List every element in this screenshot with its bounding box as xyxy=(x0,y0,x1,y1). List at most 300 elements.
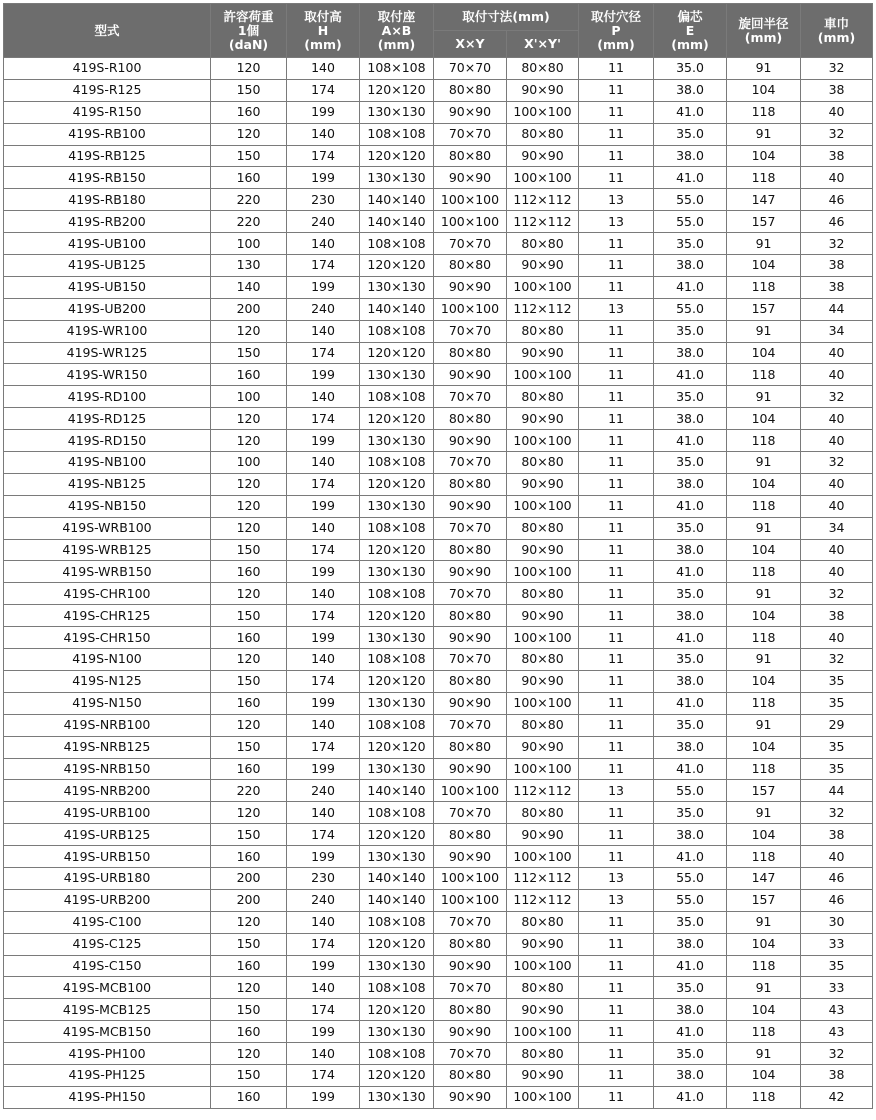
header-mount-xy: X×Y xyxy=(434,31,507,58)
cell-mount-xy2: 100×100 xyxy=(507,627,579,649)
cell-mount-xy2: 90×90 xyxy=(507,255,579,277)
cell-mount-xy2: 100×100 xyxy=(507,561,579,583)
cell-model: 419S-MCB125 xyxy=(4,999,211,1021)
table-row xyxy=(4,583,873,605)
cell-swivel: 118 xyxy=(727,430,801,452)
cell-load: 120 xyxy=(211,408,287,430)
cell-seat: 120×120 xyxy=(360,670,434,692)
table-row xyxy=(4,452,873,474)
cell-height: 240 xyxy=(287,780,360,802)
table-row xyxy=(4,824,873,846)
cell-model: 419S-CHR100 xyxy=(4,583,211,605)
cell-hole: 11 xyxy=(579,977,654,999)
cell-hole: 11 xyxy=(579,255,654,277)
cell-hole: 11 xyxy=(579,320,654,342)
cell-swivel: 104 xyxy=(727,999,801,1021)
table-row xyxy=(4,167,873,189)
cell-load: 120 xyxy=(211,583,287,605)
cell-seat: 108×108 xyxy=(360,386,434,408)
cell-model: 419S-C150 xyxy=(4,955,211,977)
cell-load: 120 xyxy=(211,977,287,999)
cell-swivel: 104 xyxy=(727,824,801,846)
cell-offset: 38.0 xyxy=(654,145,727,167)
cell-wheel-width: 29 xyxy=(801,714,873,736)
cell-wheel-width: 42 xyxy=(801,1086,873,1108)
cell-mount-xy2: 100×100 xyxy=(507,692,579,714)
cell-height: 140 xyxy=(287,649,360,671)
cell-load: 150 xyxy=(211,79,287,101)
cell-seat: 120×120 xyxy=(360,999,434,1021)
cell-wheel-width: 33 xyxy=(801,933,873,955)
cell-hole: 11 xyxy=(579,276,654,298)
cell-swivel: 118 xyxy=(727,692,801,714)
cell-mount-xy2: 90×90 xyxy=(507,1064,579,1086)
cell-swivel: 104 xyxy=(727,933,801,955)
table-row xyxy=(4,780,873,802)
cell-hole: 11 xyxy=(579,1086,654,1108)
cell-seat: 130×130 xyxy=(360,1021,434,1043)
cell-wheel-width: 43 xyxy=(801,1021,873,1043)
cell-mount-xy2: 100×100 xyxy=(507,846,579,868)
cell-seat: 120×120 xyxy=(360,824,434,846)
cell-hole: 11 xyxy=(579,1064,654,1086)
table-row xyxy=(4,517,873,539)
cell-hole: 11 xyxy=(579,167,654,189)
cell-mount-xy2: 80×80 xyxy=(507,1043,579,1065)
cell-height: 199 xyxy=(287,101,360,123)
cell-wheel-width: 32 xyxy=(801,802,873,824)
cell-offset: 41.0 xyxy=(654,692,727,714)
cell-model: 419S-WR100 xyxy=(4,320,211,342)
cell-mount-xy: 80×80 xyxy=(434,670,507,692)
cell-height: 174 xyxy=(287,736,360,758)
cell-swivel: 104 xyxy=(727,342,801,364)
cell-wheel-width: 46 xyxy=(801,867,873,889)
cell-mount-xy: 100×100 xyxy=(434,867,507,889)
cell-mount-xy2: 100×100 xyxy=(507,758,579,780)
cell-load: 100 xyxy=(211,386,287,408)
cell-model: 419S-NRB100 xyxy=(4,714,211,736)
cell-mount-xy: 70×70 xyxy=(434,649,507,671)
cell-load: 220 xyxy=(211,189,287,211)
cell-swivel: 147 xyxy=(727,189,801,211)
cell-hole: 11 xyxy=(579,539,654,561)
cell-offset: 35.0 xyxy=(654,233,727,255)
cell-swivel: 118 xyxy=(727,101,801,123)
cell-seat: 130×130 xyxy=(360,101,434,123)
cell-height: 140 xyxy=(287,452,360,474)
cell-height: 199 xyxy=(287,627,360,649)
cell-seat: 108×108 xyxy=(360,58,434,80)
cell-offset: 35.0 xyxy=(654,386,727,408)
cell-hole: 11 xyxy=(579,714,654,736)
cell-height: 174 xyxy=(287,605,360,627)
cell-offset: 55.0 xyxy=(654,867,727,889)
cell-offset: 35.0 xyxy=(654,977,727,999)
cell-wheel-width: 40 xyxy=(801,342,873,364)
cell-swivel: 104 xyxy=(727,670,801,692)
table-row xyxy=(4,233,873,255)
cell-swivel: 157 xyxy=(727,889,801,911)
cell-mount-xy: 90×90 xyxy=(434,692,507,714)
cell-swivel: 91 xyxy=(727,911,801,933)
table-row xyxy=(4,1021,873,1043)
cell-wheel-width: 40 xyxy=(801,627,873,649)
cell-wheel-width: 34 xyxy=(801,517,873,539)
cell-height: 174 xyxy=(287,824,360,846)
cell-model: 419S-NRB125 xyxy=(4,736,211,758)
cell-offset: 41.0 xyxy=(654,846,727,868)
cell-load: 100 xyxy=(211,452,287,474)
cell-height: 140 xyxy=(287,1043,360,1065)
cell-mount-xy2: 90×90 xyxy=(507,408,579,430)
table-row xyxy=(4,189,873,211)
cell-hole: 11 xyxy=(579,145,654,167)
cell-mount-xy: 90×90 xyxy=(434,955,507,977)
cell-offset: 38.0 xyxy=(654,824,727,846)
cell-model: 419S-RD150 xyxy=(4,430,211,452)
cell-wheel-width: 32 xyxy=(801,233,873,255)
cell-model: 419S-URB100 xyxy=(4,802,211,824)
cell-seat: 140×140 xyxy=(360,780,434,802)
table-row xyxy=(4,977,873,999)
cell-seat: 120×120 xyxy=(360,605,434,627)
cell-hole: 11 xyxy=(579,342,654,364)
cell-height: 240 xyxy=(287,211,360,233)
cell-load: 160 xyxy=(211,1086,287,1108)
table-row xyxy=(4,627,873,649)
cell-model: 419S-MCB150 xyxy=(4,1021,211,1043)
cell-swivel: 118 xyxy=(727,495,801,517)
cell-wheel-width: 38 xyxy=(801,255,873,277)
cell-swivel: 91 xyxy=(727,977,801,999)
cell-mount-xy: 70×70 xyxy=(434,320,507,342)
cell-model: 419S-CHR150 xyxy=(4,627,211,649)
cell-mount-xy: 70×70 xyxy=(434,452,507,474)
cell-seat: 130×130 xyxy=(360,430,434,452)
cell-load: 200 xyxy=(211,867,287,889)
cell-load: 120 xyxy=(211,320,287,342)
table-row xyxy=(4,649,873,671)
cell-hole: 11 xyxy=(579,692,654,714)
cell-swivel: 104 xyxy=(727,473,801,495)
cell-model: 419S-RB200 xyxy=(4,211,211,233)
cell-offset: 38.0 xyxy=(654,79,727,101)
cell-height: 199 xyxy=(287,430,360,452)
cell-hole: 11 xyxy=(579,473,654,495)
cell-seat: 130×130 xyxy=(360,364,434,386)
cell-swivel: 91 xyxy=(727,233,801,255)
header-wheel-width: 車巾 (mm) xyxy=(801,4,873,58)
cell-mount-xy2: 112×112 xyxy=(507,867,579,889)
cell-mount-xy2: 112×112 xyxy=(507,889,579,911)
cell-mount-xy2: 90×90 xyxy=(507,539,579,561)
header-height: 取付高 H (mm) xyxy=(287,4,360,58)
cell-hole: 11 xyxy=(579,846,654,868)
cell-mount-xy: 80×80 xyxy=(434,255,507,277)
cell-seat: 130×130 xyxy=(360,846,434,868)
cell-model: 419S-N125 xyxy=(4,670,211,692)
cell-mount-xy2: 80×80 xyxy=(507,58,579,80)
cell-offset: 38.0 xyxy=(654,473,727,495)
cell-mount-xy2: 100×100 xyxy=(507,1021,579,1043)
cell-offset: 41.0 xyxy=(654,1021,727,1043)
cell-model: 419S-R100 xyxy=(4,58,211,80)
cell-load: 160 xyxy=(211,846,287,868)
table-row xyxy=(4,561,873,583)
cell-mount-xy: 80×80 xyxy=(434,145,507,167)
cell-offset: 41.0 xyxy=(654,955,727,977)
header-load: 許容荷重 1個 (daN) xyxy=(211,4,287,58)
cell-swivel: 91 xyxy=(727,320,801,342)
cell-wheel-width: 32 xyxy=(801,649,873,671)
cell-height: 174 xyxy=(287,342,360,364)
table-row xyxy=(4,933,873,955)
cell-hole: 13 xyxy=(579,211,654,233)
cell-mount-xy2: 80×80 xyxy=(507,649,579,671)
cell-wheel-width: 40 xyxy=(801,101,873,123)
cell-mount-xy2: 100×100 xyxy=(507,430,579,452)
cell-mount-xy: 100×100 xyxy=(434,889,507,911)
header-seat: 取付座 A×B (mm) xyxy=(360,4,434,58)
header-mount-dim: 取付寸法(mm) xyxy=(434,4,579,31)
cell-mount-xy: 70×70 xyxy=(434,517,507,539)
cell-offset: 55.0 xyxy=(654,780,727,802)
cell-mount-xy2: 80×80 xyxy=(507,233,579,255)
cell-height: 174 xyxy=(287,408,360,430)
cell-wheel-width: 40 xyxy=(801,167,873,189)
cell-swivel: 157 xyxy=(727,211,801,233)
cell-seat: 140×140 xyxy=(360,189,434,211)
cell-height: 140 xyxy=(287,911,360,933)
cell-height: 199 xyxy=(287,276,360,298)
cell-model: 419S-R150 xyxy=(4,101,211,123)
cell-mount-xy: 80×80 xyxy=(434,342,507,364)
table-row xyxy=(4,999,873,1021)
table-row xyxy=(4,736,873,758)
cell-load: 120 xyxy=(211,1043,287,1065)
cell-hole: 11 xyxy=(579,452,654,474)
cell-mount-xy: 90×90 xyxy=(434,561,507,583)
cell-mount-xy2: 112×112 xyxy=(507,211,579,233)
table-row xyxy=(4,211,873,233)
cell-swivel: 118 xyxy=(727,1086,801,1108)
cell-hole: 11 xyxy=(579,605,654,627)
cell-mount-xy: 90×90 xyxy=(434,364,507,386)
cell-height: 140 xyxy=(287,977,360,999)
cell-model: 419S-RB100 xyxy=(4,123,211,145)
cell-wheel-width: 40 xyxy=(801,473,873,495)
cell-mount-xy: 80×80 xyxy=(434,473,507,495)
cell-mount-xy: 90×90 xyxy=(434,430,507,452)
cell-height: 174 xyxy=(287,1064,360,1086)
cell-wheel-width: 38 xyxy=(801,824,873,846)
cell-hole: 13 xyxy=(579,867,654,889)
cell-model: 419S-RD100 xyxy=(4,386,211,408)
cell-mount-xy2: 112×112 xyxy=(507,298,579,320)
cell-mount-xy2: 90×90 xyxy=(507,145,579,167)
cell-hole: 11 xyxy=(579,58,654,80)
cell-hole: 11 xyxy=(579,495,654,517)
cell-load: 160 xyxy=(211,167,287,189)
cell-height: 199 xyxy=(287,955,360,977)
cell-swivel: 91 xyxy=(727,649,801,671)
cell-seat: 120×120 xyxy=(360,736,434,758)
cell-mount-xy: 80×80 xyxy=(434,79,507,101)
cell-model: 419S-NRB150 xyxy=(4,758,211,780)
cell-offset: 55.0 xyxy=(654,211,727,233)
cell-model: 419S-RB180 xyxy=(4,189,211,211)
cell-offset: 38.0 xyxy=(654,408,727,430)
cell-model: 419S-PH100 xyxy=(4,1043,211,1065)
cell-mount-xy2: 80×80 xyxy=(507,911,579,933)
cell-wheel-width: 40 xyxy=(801,539,873,561)
cell-offset: 35.0 xyxy=(654,649,727,671)
cell-model: 419S-PH125 xyxy=(4,1064,211,1086)
cell-model: 419S-URB125 xyxy=(4,824,211,846)
cell-seat: 108×108 xyxy=(360,123,434,145)
cell-mount-xy: 100×100 xyxy=(434,189,507,211)
cell-wheel-width: 35 xyxy=(801,670,873,692)
header-model: 型式 xyxy=(4,4,211,58)
cell-mount-xy: 70×70 xyxy=(434,1043,507,1065)
cell-mount-xy: 90×90 xyxy=(434,627,507,649)
cell-mount-xy2: 90×90 xyxy=(507,79,579,101)
table-row xyxy=(4,320,873,342)
cell-swivel: 91 xyxy=(727,714,801,736)
cell-offset: 38.0 xyxy=(654,670,727,692)
cell-mount-xy2: 90×90 xyxy=(507,933,579,955)
cell-offset: 41.0 xyxy=(654,627,727,649)
cell-swivel: 104 xyxy=(727,1064,801,1086)
cell-model: 419S-WR150 xyxy=(4,364,211,386)
cell-hole: 11 xyxy=(579,79,654,101)
cell-hole: 11 xyxy=(579,233,654,255)
cell-load: 160 xyxy=(211,364,287,386)
cell-mount-xy2: 80×80 xyxy=(507,583,579,605)
cell-mount-xy: 90×90 xyxy=(434,167,507,189)
cell-mount-xy: 70×70 xyxy=(434,386,507,408)
cell-model: 419S-C100 xyxy=(4,911,211,933)
cell-seat: 108×108 xyxy=(360,977,434,999)
cell-height: 140 xyxy=(287,517,360,539)
cell-offset: 41.0 xyxy=(654,101,727,123)
cell-wheel-width: 32 xyxy=(801,1043,873,1065)
cell-offset: 35.0 xyxy=(654,714,727,736)
cell-hole: 11 xyxy=(579,430,654,452)
cell-offset: 35.0 xyxy=(654,123,727,145)
cell-wheel-width: 40 xyxy=(801,430,873,452)
table-row xyxy=(4,846,873,868)
cell-mount-xy2: 80×80 xyxy=(507,386,579,408)
cell-load: 150 xyxy=(211,999,287,1021)
cell-mount-xy2: 112×112 xyxy=(507,780,579,802)
cell-model: 419S-RD125 xyxy=(4,408,211,430)
cell-mount-xy: 100×100 xyxy=(434,298,507,320)
cell-mount-xy: 80×80 xyxy=(434,999,507,1021)
cell-load: 120 xyxy=(211,649,287,671)
cell-wheel-width: 46 xyxy=(801,189,873,211)
cell-load: 100 xyxy=(211,233,287,255)
cell-seat: 130×130 xyxy=(360,495,434,517)
cell-mount-xy2: 90×90 xyxy=(507,670,579,692)
cell-swivel: 91 xyxy=(727,386,801,408)
cell-mount-xy2: 80×80 xyxy=(507,452,579,474)
cell-load: 160 xyxy=(211,101,287,123)
cell-mount-xy: 70×70 xyxy=(434,714,507,736)
cell-seat: 108×108 xyxy=(360,911,434,933)
cell-offset: 41.0 xyxy=(654,167,727,189)
cell-height: 240 xyxy=(287,298,360,320)
cell-swivel: 118 xyxy=(727,561,801,583)
cell-swivel: 91 xyxy=(727,517,801,539)
cell-hole: 13 xyxy=(579,189,654,211)
table-row xyxy=(4,386,873,408)
cell-model: 419S-CHR125 xyxy=(4,605,211,627)
cell-load: 150 xyxy=(211,145,287,167)
cell-offset: 35.0 xyxy=(654,320,727,342)
cell-mount-xy: 90×90 xyxy=(434,758,507,780)
cell-mount-xy2: 80×80 xyxy=(507,517,579,539)
table-row xyxy=(4,342,873,364)
cell-seat: 130×130 xyxy=(360,692,434,714)
cell-model: 419S-R125 xyxy=(4,79,211,101)
cell-mount-xy: 80×80 xyxy=(434,824,507,846)
cell-mount-xy: 70×70 xyxy=(434,58,507,80)
cell-wheel-width: 38 xyxy=(801,1064,873,1086)
cell-offset: 35.0 xyxy=(654,517,727,539)
table-row xyxy=(4,889,873,911)
cell-hole: 11 xyxy=(579,649,654,671)
cell-swivel: 104 xyxy=(727,145,801,167)
cell-offset: 35.0 xyxy=(654,452,727,474)
cell-seat: 130×130 xyxy=(360,955,434,977)
cell-load: 120 xyxy=(211,473,287,495)
cell-height: 140 xyxy=(287,714,360,736)
cell-hole: 11 xyxy=(579,123,654,145)
table-row xyxy=(4,473,873,495)
cell-height: 199 xyxy=(287,758,360,780)
cell-offset: 35.0 xyxy=(654,802,727,824)
cell-seat: 130×130 xyxy=(360,561,434,583)
cell-load: 160 xyxy=(211,758,287,780)
cell-offset: 41.0 xyxy=(654,364,727,386)
header-swivel: 旋回半径 (mm) xyxy=(727,4,801,58)
cell-mount-xy2: 100×100 xyxy=(507,101,579,123)
cell-swivel: 118 xyxy=(727,167,801,189)
cell-mount-xy: 70×70 xyxy=(434,911,507,933)
table-row xyxy=(4,123,873,145)
cell-load: 130 xyxy=(211,255,287,277)
cell-offset: 55.0 xyxy=(654,889,727,911)
cell-height: 199 xyxy=(287,1086,360,1108)
cell-height: 174 xyxy=(287,539,360,561)
cell-load: 120 xyxy=(211,911,287,933)
table-row xyxy=(4,758,873,780)
cell-wheel-width: 38 xyxy=(801,605,873,627)
cell-hole: 11 xyxy=(579,955,654,977)
cell-wheel-width: 32 xyxy=(801,386,873,408)
cell-mount-xy2: 80×80 xyxy=(507,320,579,342)
cell-mount-xy2: 90×90 xyxy=(507,342,579,364)
table-row xyxy=(4,101,873,123)
table-body xyxy=(4,58,873,1109)
cell-model: 419S-UB200 xyxy=(4,298,211,320)
cell-wheel-width: 46 xyxy=(801,211,873,233)
cell-offset: 55.0 xyxy=(654,298,727,320)
cell-model: 419S-NRB200 xyxy=(4,780,211,802)
cell-mount-xy2: 80×80 xyxy=(507,714,579,736)
